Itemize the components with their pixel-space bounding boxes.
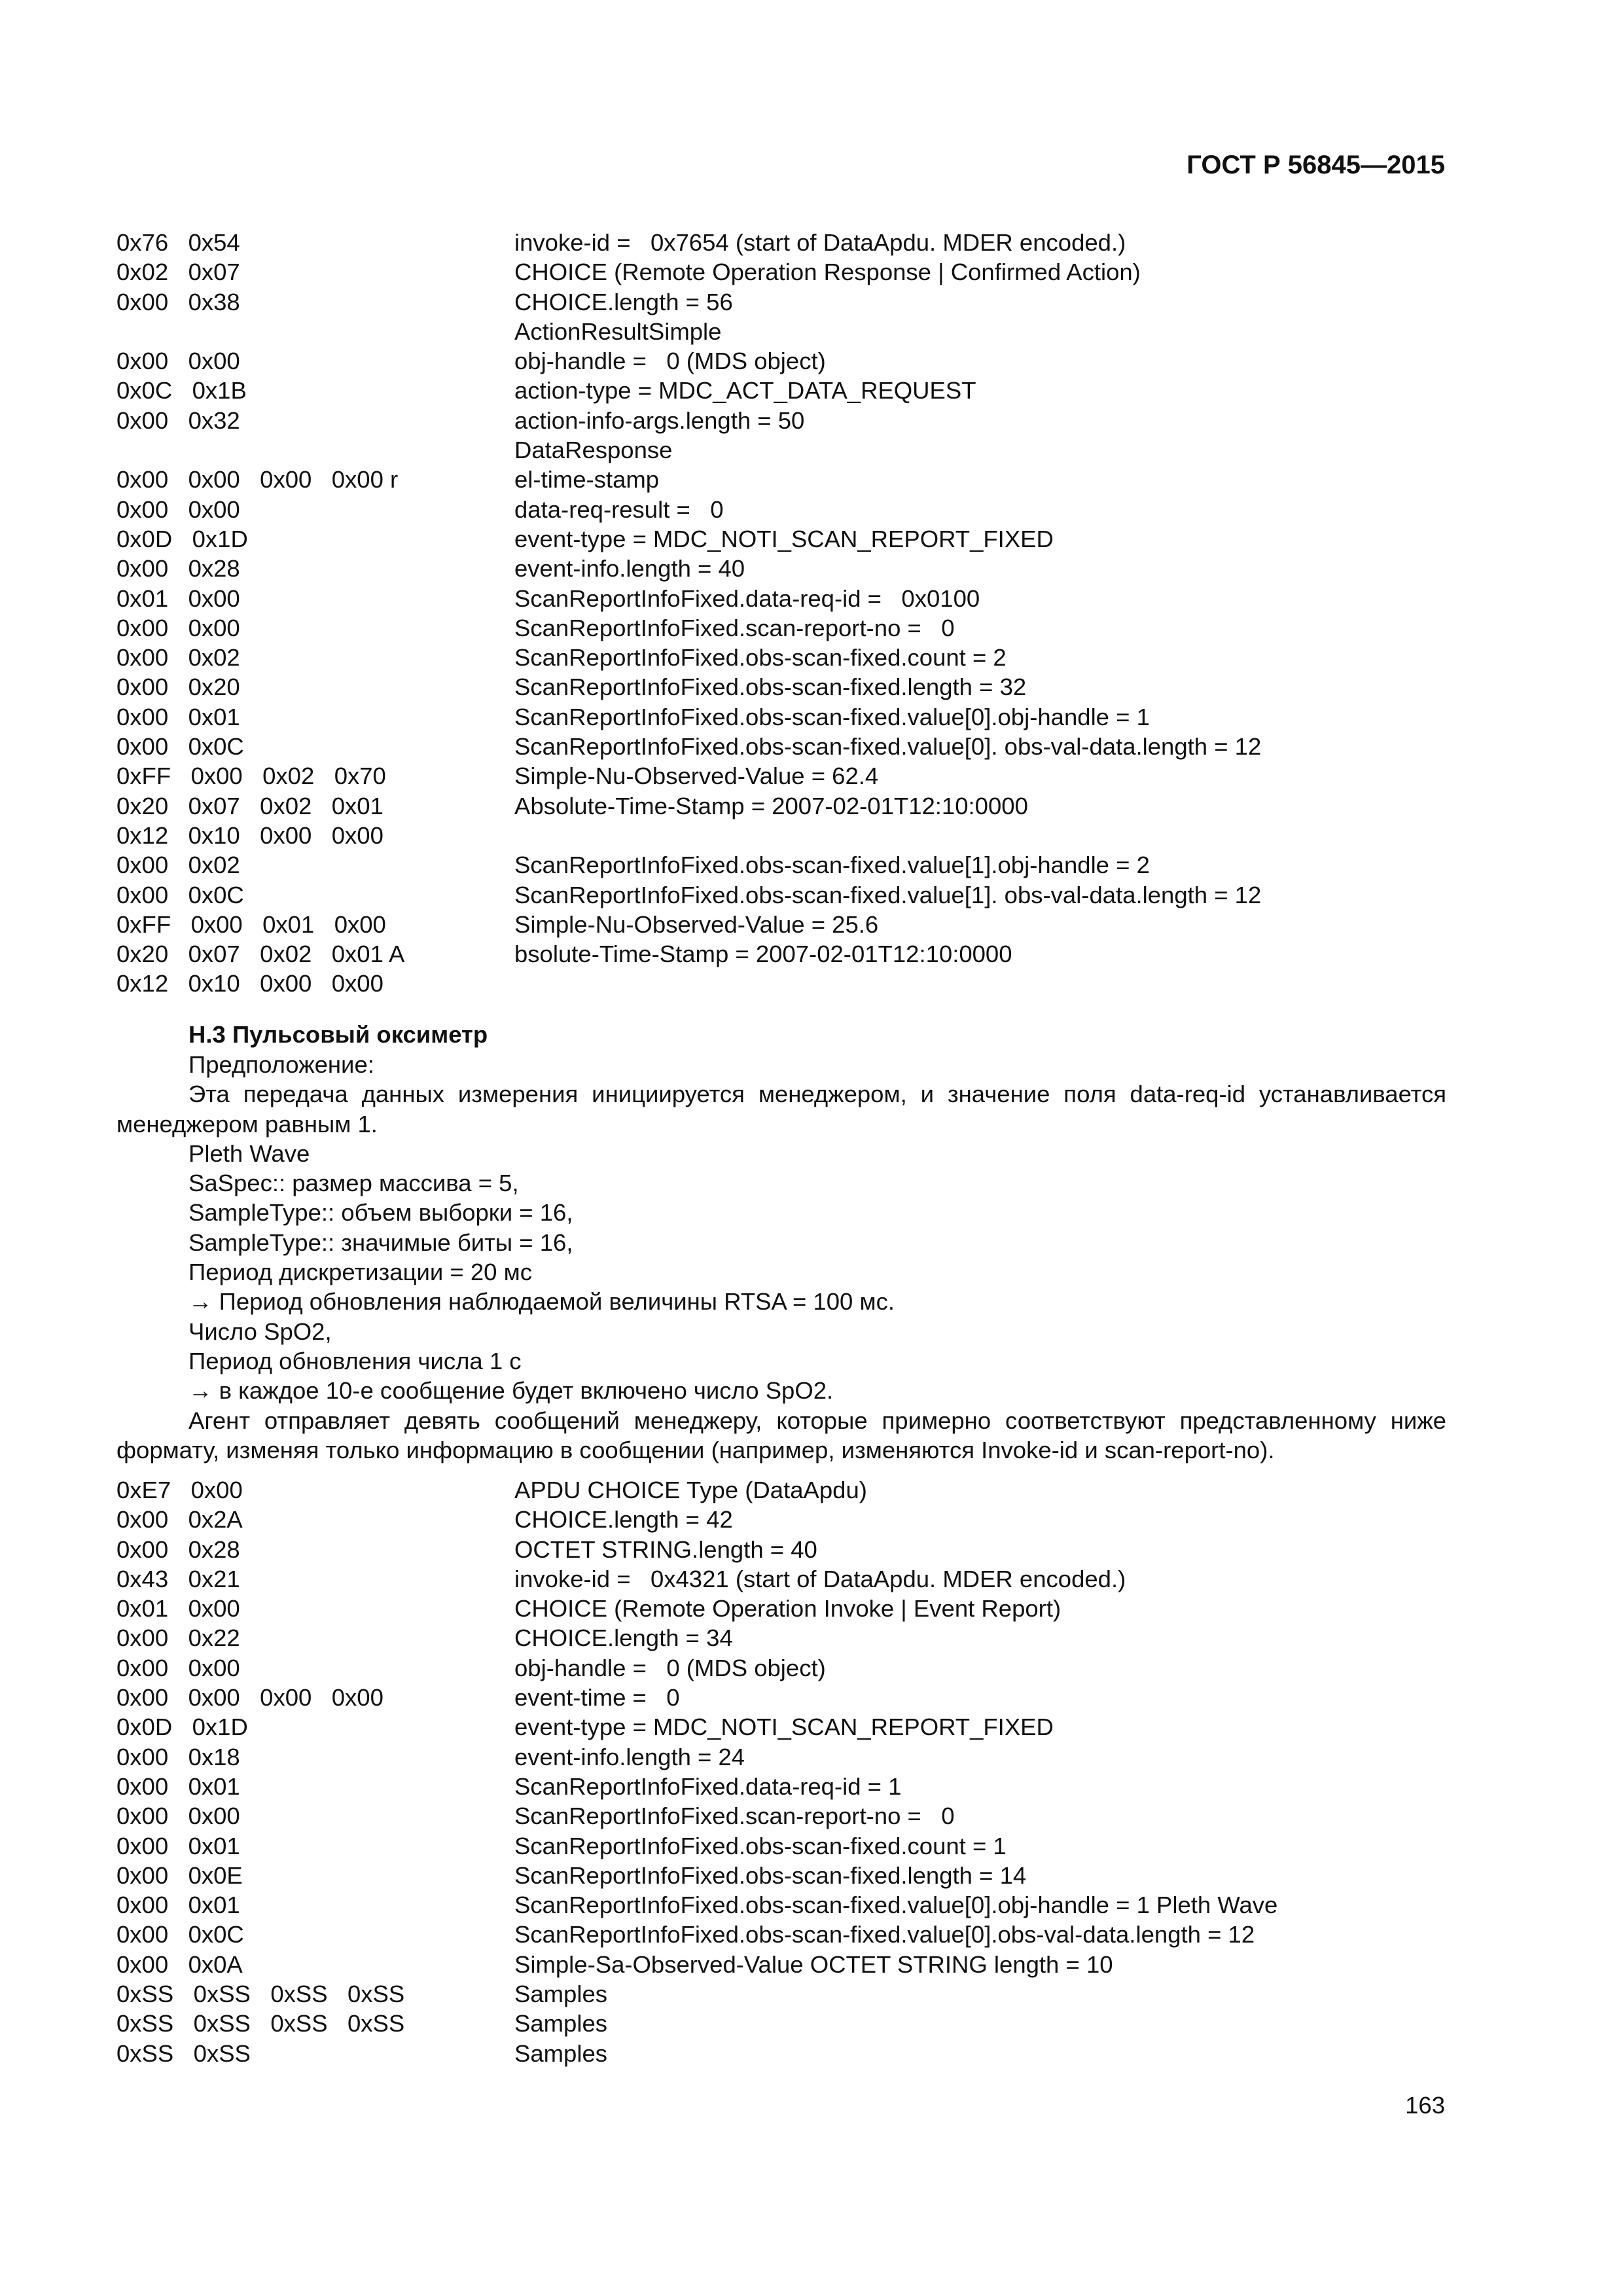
- hex-bytes: 0x00 0x02: [116, 644, 240, 672]
- hex-bytes: 0x00 0x01: [116, 1892, 240, 1919]
- field-description: ScanReportInfoFixed.obs-scan-fixed.length = 14: [514, 1861, 1027, 1889]
- prose-line: Число SpO2,: [188, 1318, 332, 1345]
- hex-row: [116, 1772, 1277, 1801]
- field-description: ScanReportInfoFixed.obs-scan-fixed.length = 32: [514, 673, 1027, 701]
- field-description: ScanReportInfoFixed.data-req-id = 0x0100: [514, 584, 980, 612]
- field-description: event-type = MDC_NOTI_SCAN_REPORT_FIXED: [514, 1713, 1054, 1741]
- hex-bytes: 0x00 0x00: [116, 348, 240, 375]
- hex-row: [116, 495, 1261, 524]
- hex-row: [116, 969, 1261, 998]
- field-description: Samples: [514, 1981, 608, 2008]
- hex-row: [116, 228, 1261, 257]
- hex-bytes: 0x01 0x00: [116, 1595, 240, 1623]
- field-description: ScanReportInfoFixed.data-req-id = 1: [514, 1772, 902, 1800]
- prose-line: Эта передача данных измерения инициируется менеджером, и значение поля data-req-id устанавливается: [188, 1081, 1446, 1108]
- field-description: Simple-Sa-Observed-Value OCTET STRING length = 10: [514, 1950, 1113, 1978]
- hex-row: [116, 1950, 1277, 1979]
- prose-line: менеджером равным 1.: [116, 1110, 378, 1138]
- hex-bytes: 0x00 0x22: [116, 1624, 240, 1652]
- field-description: ScanReportInfoFixed.obs-scan-fixed.value[0].obj-handle = 1: [514, 703, 1150, 730]
- hex-bytes: [116, 435, 514, 465]
- hex-bytes: 0x00 0x01: [116, 703, 240, 730]
- hex-row: [116, 850, 1261, 880]
- hex-bytes: 0x20 0x07 0x02 0x01: [116, 792, 383, 819]
- hex-bytes: 0x02 0x07: [116, 259, 240, 286]
- hex-bytes: 0x00 0x00: [116, 1803, 240, 1830]
- hex-bytes: 0x00 0x0C: [116, 733, 244, 761]
- hex-row: [116, 1683, 1277, 1712]
- prose-line: Агент отправляет девять сообщений менеджеру, которые примерно соответствуют представленному ниже: [188, 1407, 1446, 1434]
- hex-row: [116, 821, 1261, 850]
- hex-bytes: 0x00 0x0A: [116, 1950, 243, 1978]
- field-description: DataResponse: [514, 437, 673, 464]
- hex-row: [116, 1920, 1277, 1949]
- section-heading: Н.3 Пульсовый оксиметр: [188, 1021, 488, 1048]
- field-description: ScanReportInfoFixed.obs-scan-fixed.value[0]. obs-val-data.length = 12: [514, 733, 1262, 761]
- hex-row: [116, 1831, 1277, 1861]
- hex-bytes: 0x00 0x28: [116, 555, 240, 583]
- hex-row: [116, 880, 1261, 910]
- hex-row: [116, 1979, 1277, 2009]
- hex-row: [116, 465, 1261, 494]
- field-description: bsolute-Time-Stamp = 2007-02-01T12:10:0000: [514, 941, 1012, 968]
- hex-row: [116, 1475, 1277, 1505]
- hex-bytes: 0x00 0x0C: [116, 881, 244, 908]
- hex-row: [116, 1623, 1277, 1653]
- hex-row: [116, 1712, 1277, 1742]
- prose-line: → в каждое 10-е сообщение будет включено число SpO2.: [188, 1377, 834, 1405]
- hex-bytes: 0xSS 0xSS 0xSS 0xSS: [116, 2010, 405, 2037]
- hex-bytes: 0x00 0x02: [116, 852, 240, 879]
- hex-bytes: 0x0D 0x1D: [116, 1713, 248, 1741]
- hex-row: [116, 524, 1261, 554]
- hex-row: [116, 732, 1261, 761]
- field-description: CHOICE.length = 56: [514, 288, 733, 315]
- field-description: obj-handle = 0 (MDS object): [514, 348, 826, 375]
- field-description: OCTET STRING.length = 40: [514, 1535, 817, 1563]
- field-description: ActionResultSimple: [514, 317, 722, 345]
- field-description: data-req-result = 0: [514, 495, 724, 523]
- hex-row: [116, 643, 1261, 672]
- hex-bytes: 0x00 0x00: [116, 1654, 240, 1681]
- hex-bytes: 0x00 0x0C: [116, 1921, 244, 1948]
- hex-row: [116, 1861, 1277, 1890]
- field-description: obj-handle = 0 (MDS object): [514, 1654, 826, 1681]
- hex-bytes: 0x20 0x07 0x02 0x01 A: [116, 941, 405, 968]
- prose-line: → Период обновления наблюдаемой величины RTSA = 100 мс.: [188, 1288, 895, 1316]
- hex-row: [116, 672, 1261, 702]
- hex-row: [116, 435, 1261, 465]
- field-description: action-type = MDC_ACT_DATA_REQUEST: [514, 377, 976, 404]
- field-description: ScanReportInfoFixed.obs-scan-fixed.value[1]. obs-val-data.length = 12: [514, 881, 1262, 908]
- hex-row: [116, 791, 1261, 821]
- hex-bytes: 0xE7 0x00: [116, 1477, 243, 1503]
- hex-bytes: 0x00 0x00 0x00 0x00 r: [116, 466, 399, 493]
- field-description: ScanReportInfoFixed.obs-scan-fixed.value[0].obj-handle = 1 Pleth Wave: [514, 1892, 1278, 1919]
- hex-bytes: 0x00 0x32: [116, 406, 240, 434]
- field-description: Simple-Nu-Observed-Value = 62.4: [514, 762, 879, 790]
- field-description: CHOICE (Remote Operation Invoke | Event Report): [514, 1595, 1061, 1623]
- hex-row: [116, 1801, 1277, 1831]
- hex-row: [116, 2009, 1277, 2038]
- hex-row: [116, 1505, 1277, 1534]
- hex-row: [116, 1535, 1277, 1564]
- hex-bytes: 0xFF 0x00 0x02 0x70: [116, 762, 386, 790]
- field-description: CHOICE.length = 34: [514, 1624, 733, 1652]
- field-description: event-info.length = 40: [514, 555, 745, 583]
- hex-row: [116, 613, 1261, 643]
- field-description: event-type = MDC_NOTI_SCAN_REPORT_FIXED: [514, 525, 1054, 552]
- hex-row: [116, 1742, 1277, 1772]
- field-description: ScanReportInfoFixed.obs-scan-fixed.count = 1: [514, 1832, 1007, 1859]
- prose-line: SampleType:: объем выборки = 16,: [188, 1199, 573, 1227]
- hex-row: [116, 376, 1261, 405]
- field-description: invoke-id = 0x4321 (start of DataApdu. MDER encoded.): [514, 1565, 1126, 1592]
- field-description: Samples: [514, 2039, 608, 2067]
- hex-row: [116, 1890, 1277, 1920]
- hex-bytes: 0xSS 0xSS 0xSS 0xSS: [116, 1981, 405, 2008]
- hex-bytes: 0x00 0x38: [116, 288, 240, 315]
- hex-bytes: 0x00 0x0E: [116, 1861, 243, 1889]
- hex-bytes: 0x00 0x01: [116, 1832, 240, 1859]
- field-description: ScanReportInfoFixed.obs-scan-fixed.count = 2: [514, 644, 1007, 672]
- hex-row: [116, 257, 1261, 287]
- field-description: event-info.length = 24: [514, 1743, 745, 1770]
- field-description: APDU CHOICE Type (DataApdu): [514, 1477, 867, 1503]
- hex-row: [116, 554, 1261, 583]
- hex-row: [116, 1594, 1277, 1623]
- hex-bytes: 0x00 0x28: [116, 1535, 240, 1563]
- field-description: ScanReportInfoFixed.scan-report-no = 0: [514, 614, 955, 641]
- hex-bytes: 0x00 0x18: [116, 1743, 240, 1770]
- field-description: Samples: [514, 2010, 608, 2037]
- hex-bytes: 0x0D 0x1D: [116, 525, 248, 552]
- hex-row: [116, 406, 1261, 435]
- field-description: CHOICE.length = 42: [514, 1506, 733, 1534]
- field-description: CHOICE (Remote Operation Response | Confirmed Action): [514, 259, 1141, 286]
- field-description: ScanReportInfoFixed.obs-scan-fixed.value[1].obj-handle = 2: [514, 852, 1150, 879]
- hex-bytes: 0x43 0x21: [116, 1565, 240, 1592]
- hex-dump-block-1: [116, 228, 1261, 999]
- hex-bytes: 0x12 0x10 0x00 0x00: [116, 821, 383, 849]
- prose-line: SaSpec:: размер массива = 5,: [188, 1170, 519, 1197]
- field-description: el-time-stamp: [514, 466, 660, 493]
- field-description: invoke-id = 0x7654 (start of DataApdu. MDER encoded.): [514, 229, 1126, 256]
- prose-line: Предположение:: [188, 1051, 374, 1078]
- hex-bytes: 0x00 0x2A: [116, 1506, 243, 1534]
- field-description: action-info-args.length = 50: [514, 406, 805, 434]
- prose-line: SampleType:: значимые биты = 16,: [188, 1229, 573, 1256]
- hex-row: [116, 702, 1261, 732]
- hex-row: [116, 2039, 1277, 2068]
- field-description: ScanReportInfoFixed.obs-scan-fixed.value[0].obs-val-data.length = 12: [514, 1921, 1255, 1948]
- hex-bytes: 0xFF 0x00 0x01 0x00: [116, 910, 386, 938]
- hex-bytes: 0x0C 0x1B: [116, 377, 247, 404]
- hex-bytes: 0xSS 0xSS: [116, 2039, 251, 2067]
- prose-line: Период дискретизации = 20 мс: [188, 1259, 532, 1286]
- hex-bytes: 0x00 0x00 0x00 0x00: [116, 1684, 383, 1712]
- hex-bytes: 0x00 0x00: [116, 495, 240, 523]
- hex-bytes: 0x00 0x01: [116, 1772, 240, 1800]
- hex-bytes: 0x01 0x00: [116, 584, 240, 612]
- field-description: ScanReportInfoFixed.scan-report-no = 0: [514, 1803, 955, 1830]
- hex-dump-block-2: [116, 1475, 1277, 2068]
- field-description: Absolute-Time-Stamp = 2007-02-01T12:10:0000: [514, 792, 1028, 819]
- hex-bytes: 0x12 0x10 0x00 0x00: [116, 970, 383, 997]
- section-prose: [116, 1050, 1446, 1465]
- page-number: 163: [1405, 2092, 1445, 2119]
- hex-row: [116, 939, 1261, 969]
- hex-bytes: 0x76 0x54: [116, 229, 240, 256]
- prose-line: Период обновления числа 1 с: [188, 1347, 522, 1374]
- hex-row: [116, 1564, 1277, 1594]
- hex-row: [116, 910, 1261, 939]
- hex-bytes: [116, 317, 514, 346]
- hex-row: [116, 287, 1261, 317]
- field-description: Simple-Nu-Observed-Value = 25.6: [514, 910, 879, 938]
- hex-bytes: 0x00 0x20: [116, 673, 240, 701]
- hex-row: [116, 1653, 1277, 1683]
- hex-row: [116, 346, 1261, 376]
- hex-row: [116, 317, 1261, 346]
- prose-line: Pleth Wave: [188, 1139, 310, 1167]
- hex-bytes: 0x00 0x00: [116, 614, 240, 641]
- hex-row: [116, 761, 1261, 791]
- hex-row: [116, 584, 1261, 613]
- field-description: event-time = 0: [514, 1684, 680, 1712]
- prose-line: формату, изменяя только информацию в сообщении (например, изменяются Invoke-id и scan-report-no).: [116, 1436, 1275, 1463]
- document-header: ГОСТ Р 56845—2015: [1186, 151, 1445, 179]
